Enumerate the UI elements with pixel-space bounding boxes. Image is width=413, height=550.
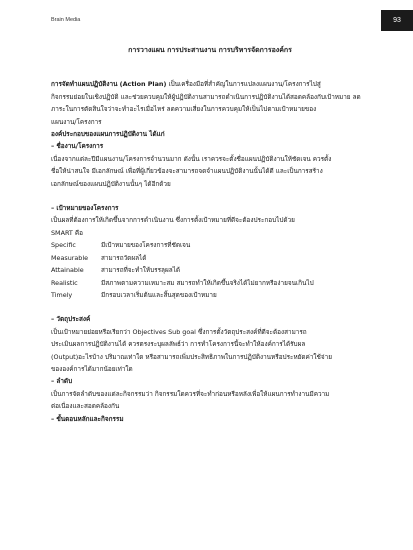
- page-content: [51, 44, 369, 425]
- objective-section-line-4: ขององค์การได้มากน้อยเท่าใด: [51, 364, 133, 373]
- smart-term: Specific: [51, 241, 76, 250]
- steps-section-heading: – ขั้นตอนหลักและกิจกรรม: [51, 414, 124, 423]
- smart-row-attainable: [51, 264, 369, 276]
- smart-term: Attainable: [51, 266, 84, 275]
- name-section-heading: – ชื่องาน/โครงการ: [51, 142, 104, 151]
- intro-line-4: แผนงาน/โครงการ: [51, 117, 102, 126]
- smart-desc: มีเป้าหมายของโครงการที่ชัดเจน: [101, 241, 191, 250]
- order-section-line-1: เป็นการจัดลำดับของแต่ละกิจกรรมว่า กิจกรรมใดควรที่จะทำก่อนหรือหลังเพื่อให้แผนการทำงานมีความ: [51, 389, 330, 398]
- order-section-heading: – ลำดับ: [51, 377, 73, 386]
- smart-desc: มีสภาพตามความเหมาะสม สมารถทำให้เกิดขึ้นจริงได้ไม่ยากหรือง่ายจนเกินไป: [101, 278, 314, 287]
- order-section-line-2: ต่อเนื่องและสอดคล้องกัน: [51, 402, 120, 411]
- page-title: การวางแผน การประสานงาน การบริหารจัดการองค์กร: [128, 46, 292, 54]
- smart-term: Measurable: [51, 253, 89, 262]
- smart-row-specific: [51, 239, 369, 251]
- objective-section-line-3: (Output)อะไรบ้าง ปริมาณเท่าใด หรือสามารถเพิ่มประสิทธิภาพในการปฏิบัติงานหรือประหยัดค่าใช้จ่าย: [51, 352, 332, 361]
- smart-desc: มีกรอบเวลาเริ่มต้นและสิ้นสุดของเป้าหมาย: [101, 290, 217, 299]
- intro-term: การจัดทำแผนปฏิบัติงาน (Action Plan): [51, 80, 167, 89]
- smart-desc: สามารถวัดผลได้: [101, 253, 147, 262]
- smart-term: Timely: [51, 290, 73, 299]
- objective-section-line-2: ประเมินผลการปฏิบัติงานได้ ควรตรงระบุผลลัพธ์ว่า การทำโครงการนี้จะทำให้องค์การได้รับผล: [51, 340, 306, 349]
- spacer: [51, 301, 369, 313]
- header-org-name: Brain Media: [51, 17, 81, 23]
- target-section-heading: – เป้าหมายของโครงการ: [51, 204, 119, 213]
- smart-row-realistic: [51, 277, 369, 289]
- target-section-line-1: เป็นผลที่ต้องการให้เกิดขึ้นจากการดำเนินงาน ซึ่งการตั้งเป้าหมายที่ดีจะต้องประกอบไปด้วย: [51, 216, 295, 225]
- components-heading: องค์ประกอบของแผนการปฏิบัติงาน ได้แก่: [51, 130, 165, 139]
- smart-desc: สามารถที่จะทำให้บรรลุผลได้: [101, 266, 180, 275]
- intro-line-1: เป็นเครื่องมือที่สำคัญในการแปลงแผนงาน/โครงการไปสู่: [166, 80, 321, 89]
- spacer: [51, 190, 369, 202]
- page-number-badge: 93: [381, 10, 413, 31]
- name-section-line-2: ชื่อให้น่าสนใจ มีเอกลักษณ์ เพื่อที่ผู้เกี่ยวข้องจะสามารถจดจำแผนปฏิบัติงานนั้นได้ดี และเป็นการสร้าง: [51, 167, 323, 176]
- smart-row-measurable: [51, 252, 369, 264]
- name-section-line-3: เอกลักษณ์ของแผนปฏิบัติงานนั้นๆ ได้อีกด้วย: [51, 179, 171, 188]
- smart-term: Realistic: [51, 278, 78, 287]
- intro-line-2: กิจกรรมย่อยในเชิงปฏิบัติ และช่วยควบคุมให้ผู้ปฏิบัติงานสามารถดำเนินการปฏิบัติงานได้สอดคล้องกับเป้าหมาย ลด: [51, 92, 361, 101]
- objective-section-heading: – วัตถุประสงค์: [51, 315, 91, 324]
- smart-row-timely: [51, 289, 369, 301]
- name-section-line-1: เนื่องจากแต่ละปีมีแผนงาน/โครงการจำนวนมาก ดังนั้น เราควรจะตั้งชื่อแผนปฏิบัติงานให้ชัดเจน ควรตั้ง: [51, 154, 332, 163]
- intro-line-3: ภาระในการตัดสินใจว่าจะทำอะไรเมื่อไหร่ ลดความเสี่ยงในการควบคุมให้เป็นไปตามเป้าหมายของ: [51, 105, 317, 114]
- intro-paragraph: [51, 78, 369, 90]
- target-section-line-2: SMART คือ: [51, 228, 83, 237]
- objective-section-line-1: เป็นเป้าหมายย่อยหรือเรียกว่า Objectives Sub goal ซึ่งการตั้งวัตถุประสงค์ที่ดีจะต้องสามารถ: [51, 327, 307, 336]
